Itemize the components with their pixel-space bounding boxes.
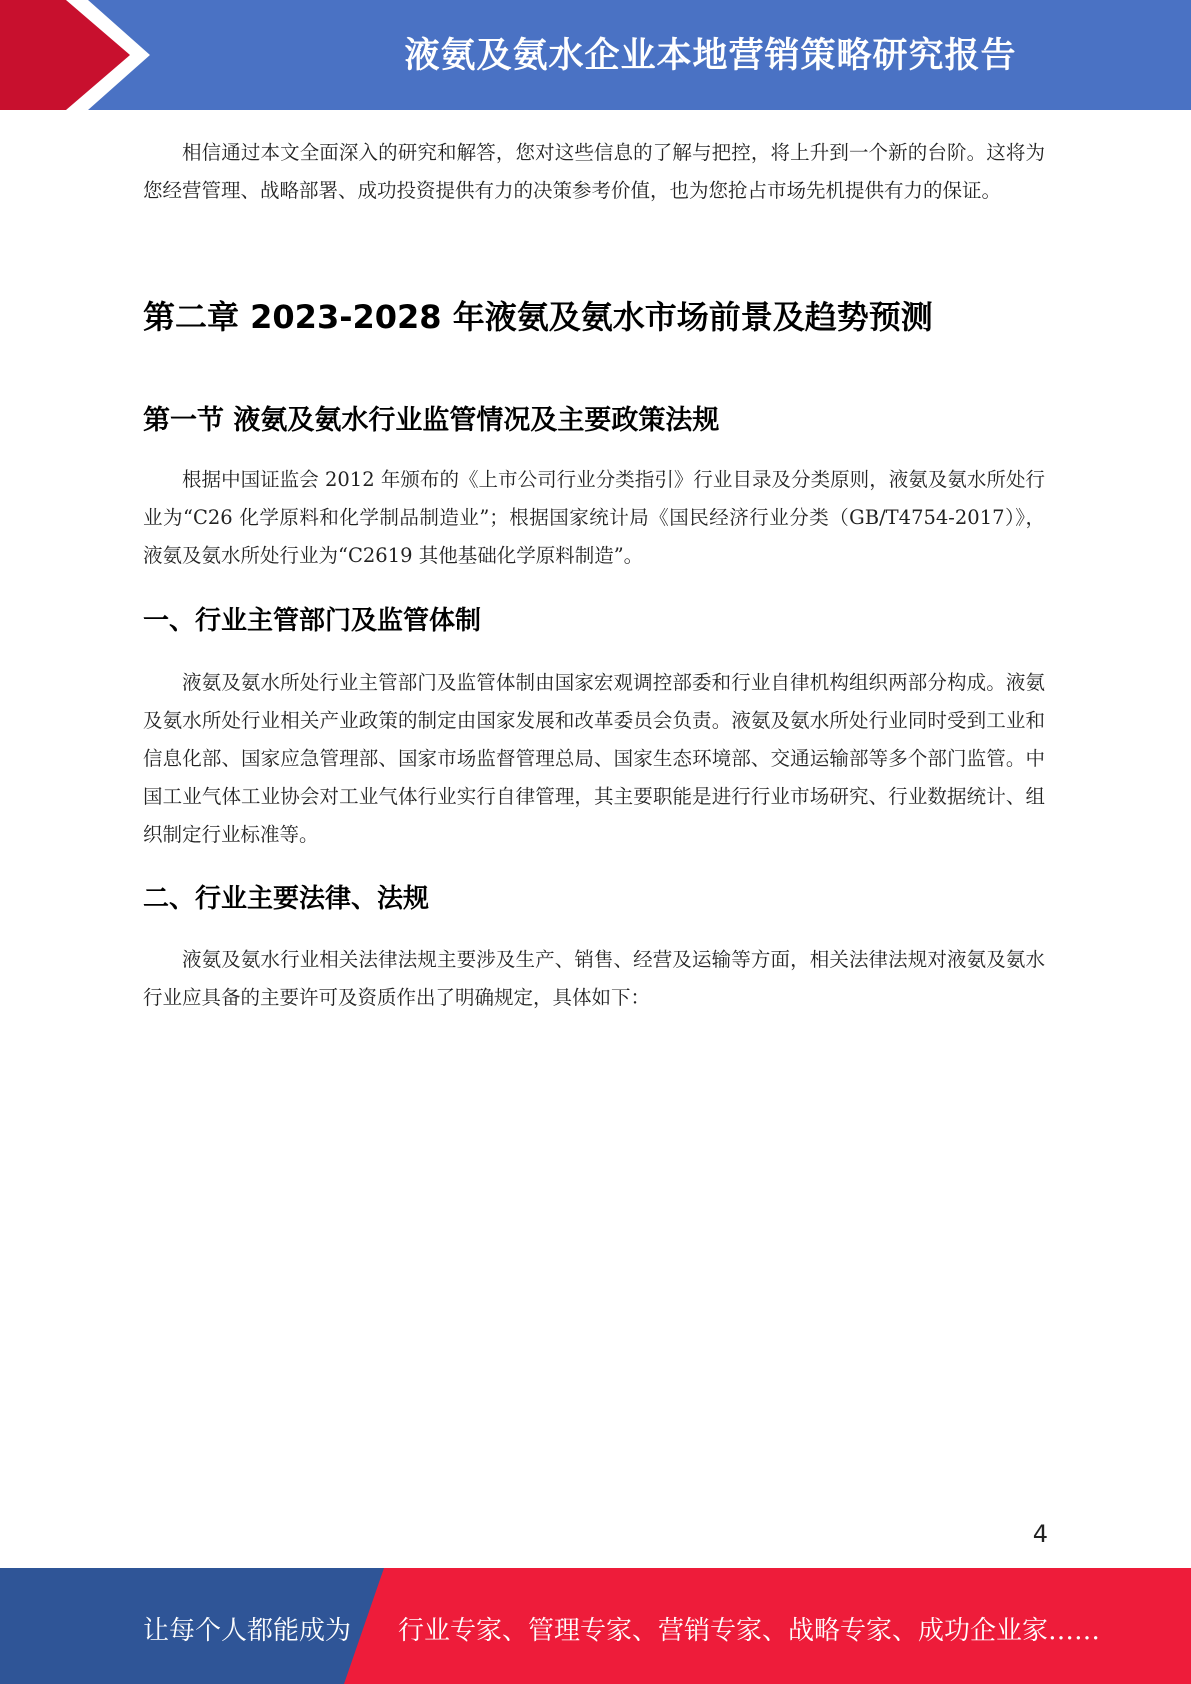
subsection-paragraph-regulators: 液氨及氨水所处行业主管部门及监管体制由国家宏观调控部委和行业自律机构组织两部分构成。液氨及氨水所处行业相关产业政策的制定由国家发展和改革委员会负责。液氨及氨水所处行业同时受到工业和信息化部、国家应急管理部、国家市场监督管理总局、国家生态环境部、交通运输部等多个部门监管。中国工业气体工业协会对工业气体行业实行自律管理，其主要职能是进行行业市场研究、行业数据统计、组织制定行业标准等。 [143,671,1045,846]
section-title: 第一节 液氨及氨水行业监管情况及主要政策法规 [143,405,720,436]
header-red-chevron [0,0,150,110]
intro-paragraph: 相信通过本文全面深入的研究和解答，您对这些信息的了解与把控，将上升到一个新的台阶。这将为您经营管理、战略部署、成功投资提供有力的决策参考价值，也为您抢占市场先机提供有力的保证。 [143,141,1045,202]
report-title: 液氨及氨水企业本地营销策略研究报告 [404,36,1017,76]
section-paragraph: 根据中国证监会 2012 年颁布的《上市公司行业分类指引》行业目录及分类原则，液氨及氨水所处行业为“C26 化学原料和化学制品制造业”；根据国家统计局《国民经济行业分类（GB/T4754-2017）》，液氨及氨水所处行业为“C2619 其他基础化学原料制造”。 [143,468,1045,567]
chapter-title: 第二章 2023-2028 年液氨及氨水市场前景及趋势预测 [143,298,933,336]
header-banner [0,0,1191,110]
subsection-title-laws: 二、行业主要法律、法规 [143,884,430,914]
subsection-title-regulators: 一、行业主管部门及监管体制 [143,606,482,636]
footer-banner [0,1568,1191,1684]
footer-slogan-left: 让每个人都能成为 [143,1616,352,1646]
subsection-paragraph-laws: 液氨及氨水行业相关法律法规主要涉及生产、销售、经营及运输等方面，相关法律法规对液氨及氨水行业应具备的主要许可及资质作出了明确规定，具体如下： [143,948,1045,1009]
footer-slogan-right: 行业专家、管理专家、营销专家、战略专家、成功企业家…… [398,1616,1101,1646]
page-number: 4 [1032,1520,1048,1548]
